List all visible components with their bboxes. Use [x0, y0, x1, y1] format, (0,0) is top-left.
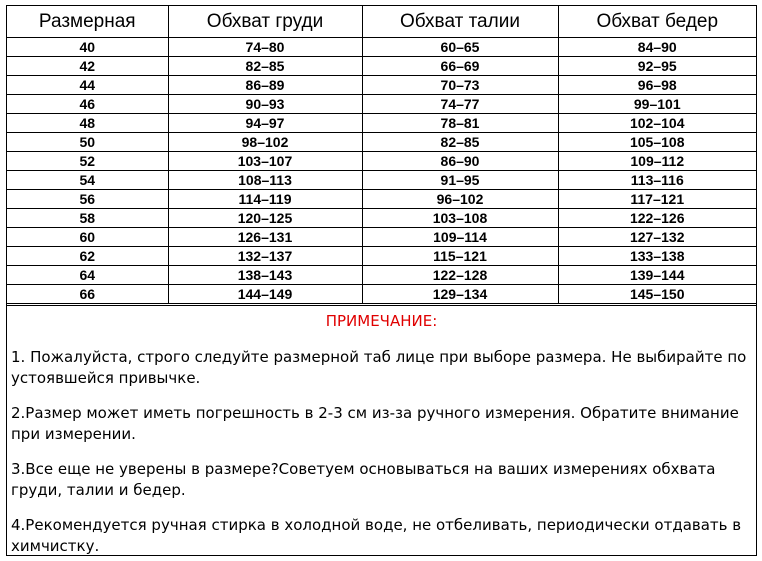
- table-row: [7, 95, 756, 114]
- cell-hips: 117–121: [558, 190, 756, 209]
- table-row: [7, 152, 756, 171]
- cell-size: 42: [7, 57, 168, 76]
- note-item-1: 1. Пожалуйста, строго следуйте размерной таб лице при выборе размера. Не выбирайте по устоявшейся привычке.: [11, 348, 747, 387]
- header-size: Размерная: [7, 6, 168, 38]
- cell-chest: 120–125: [168, 209, 362, 228]
- cell-waist: 122–128: [362, 266, 558, 285]
- cell-size: 64: [7, 266, 168, 285]
- table-row: [7, 133, 756, 152]
- table-row: [7, 76, 756, 95]
- cell-chest: 86–89: [168, 76, 362, 95]
- cell-hips: 102–104: [558, 114, 756, 133]
- cell-chest: 74–80: [168, 38, 362, 57]
- cell-size: 52: [7, 152, 168, 171]
- cell-size: 62: [7, 247, 168, 266]
- size-table: [7, 6, 756, 306]
- cell-waist: 66–69: [362, 57, 558, 76]
- table-row: [7, 57, 756, 76]
- cell-waist: 103–108: [362, 209, 558, 228]
- cell-hips: 145–150: [558, 285, 756, 305]
- size-chart: [6, 5, 757, 556]
- cell-chest: 114–119: [168, 190, 362, 209]
- cell-chest: 138–143: [168, 266, 362, 285]
- table-header-row: [7, 6, 756, 38]
- cell-size: 66: [7, 285, 168, 305]
- cell-waist: 78–81: [362, 114, 558, 133]
- table-row: [7, 38, 756, 57]
- cell-waist: 86–90: [362, 152, 558, 171]
- cell-hips: 84–90: [558, 38, 756, 57]
- cell-chest: 94–97: [168, 114, 362, 133]
- cell-chest: 144–149: [168, 285, 362, 305]
- cell-hips: 139–144: [558, 266, 756, 285]
- cell-size: 48: [7, 114, 168, 133]
- cell-size: 50: [7, 133, 168, 152]
- note-item-3: 3.Все еще не уверены в размере?Советуем основываться на ваших измерениях обхвата груди, талии и бедер.: [11, 460, 716, 499]
- table-row: [7, 247, 756, 266]
- table-row: [7, 209, 756, 228]
- cell-chest: 132–137: [168, 247, 362, 266]
- table-row: [7, 266, 756, 285]
- cell-size: 46: [7, 95, 168, 114]
- table-row: [7, 228, 756, 247]
- cell-size: 60: [7, 228, 168, 247]
- note-item-4: 4.Рекомендуется ручная стирка в холодной воде, не отбеливать, периодически отдавать в химчистку.: [11, 516, 742, 555]
- table-row: [7, 114, 756, 133]
- cell-chest: 103–107: [168, 152, 362, 171]
- cell-waist: 74–77: [362, 95, 558, 114]
- cell-size: 40: [7, 38, 168, 57]
- cell-size: 54: [7, 171, 168, 190]
- header-waist: Обхват талии: [362, 6, 558, 38]
- header-chest: Обхват груди: [168, 6, 362, 38]
- cell-waist: 129–134: [362, 285, 558, 305]
- cell-chest: 126–131: [168, 228, 362, 247]
- notes-section: [7, 311, 756, 557]
- note-item-2: 2.Размер может иметь погрешность в 2-3 см из-за ручного измерения. Обратите внимание при измерении.: [11, 404, 739, 443]
- cell-hips: 127–132: [558, 228, 756, 247]
- cell-chest: 108–113: [168, 171, 362, 190]
- cell-size: 58: [7, 209, 168, 228]
- cell-waist: 82–85: [362, 133, 558, 152]
- cell-size: 56: [7, 190, 168, 209]
- table-row: [7, 171, 756, 190]
- cell-hips: 99–101: [558, 95, 756, 114]
- cell-waist: 115–121: [362, 247, 558, 266]
- cell-hips: 109–112: [558, 152, 756, 171]
- cell-waist: 91–95: [362, 171, 558, 190]
- cell-chest: 82–85: [168, 57, 362, 76]
- cell-hips: 122–126: [558, 209, 756, 228]
- cell-size: 44: [7, 76, 168, 95]
- cell-waist: 109–114: [362, 228, 558, 247]
- cell-waist: 60–65: [362, 38, 558, 57]
- cell-hips: 92–95: [558, 57, 756, 76]
- table-body: [7, 38, 756, 305]
- cell-chest: 90–93: [168, 95, 362, 114]
- cell-hips: 113–116: [558, 171, 756, 190]
- cell-hips: 133–138: [558, 247, 756, 266]
- notes-title: ПРИМЕЧАНИЕ:: [325, 312, 438, 330]
- header-hips: Обхват бедер: [558, 6, 756, 38]
- cell-hips: 105–108: [558, 133, 756, 152]
- cell-waist: 70–73: [362, 76, 558, 95]
- cell-hips: 96–98: [558, 76, 756, 95]
- cell-chest: 98–102: [168, 133, 362, 152]
- table-row: [7, 285, 756, 305]
- table-row: [7, 190, 756, 209]
- cell-waist: 96–102: [362, 190, 558, 209]
